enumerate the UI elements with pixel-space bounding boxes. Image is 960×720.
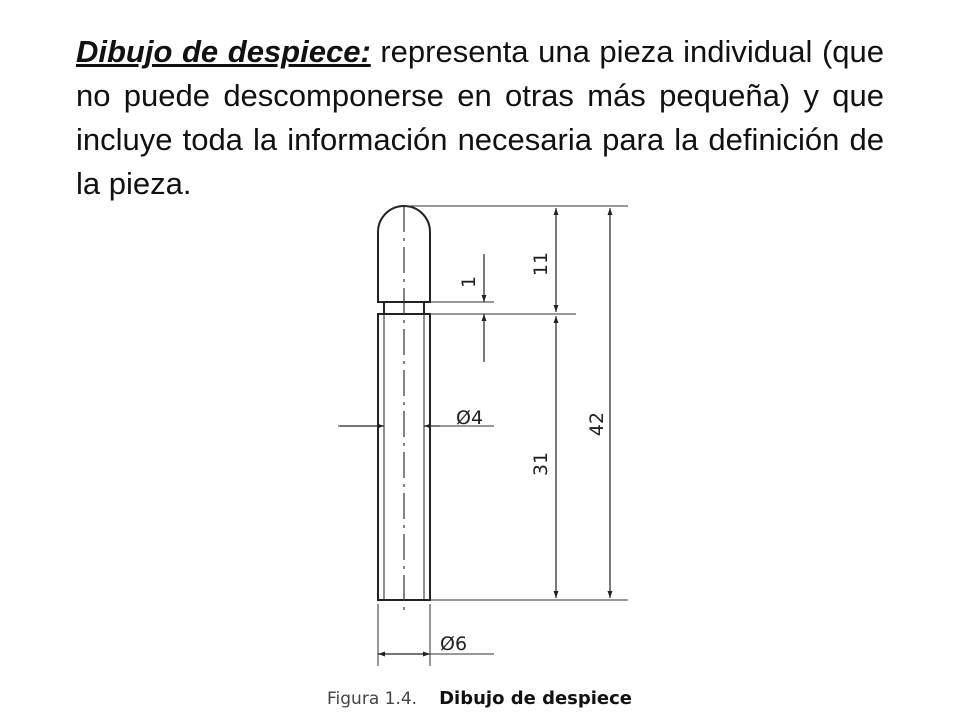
dim-label-d4: Ø4: [456, 407, 484, 429]
definition-paragraph: [76, 30, 884, 206]
term-heading: Dibujo de despiece:: [76, 34, 371, 69]
dim-label-1: 1: [458, 275, 480, 289]
figure-caption: [327, 688, 647, 716]
dim-label-11: 11: [530, 251, 552, 277]
caption-number: Figura 1.4.: [327, 689, 418, 709]
dim-label-d6: Ø6: [440, 633, 468, 655]
dim-label-42: 42: [586, 411, 608, 437]
dim-label-31: 31: [530, 451, 552, 477]
caption-title: Dibujo de despiece: [439, 688, 633, 709]
dimension-labels: [440, 252, 608, 655]
definition-text: representa una pieza individual (que no puede descomponerse en otras más pequeña) y que incluye toda la información necesaria para la definición de la pieza.: [76, 34, 884, 201]
technical-drawing: [320, 198, 640, 676]
